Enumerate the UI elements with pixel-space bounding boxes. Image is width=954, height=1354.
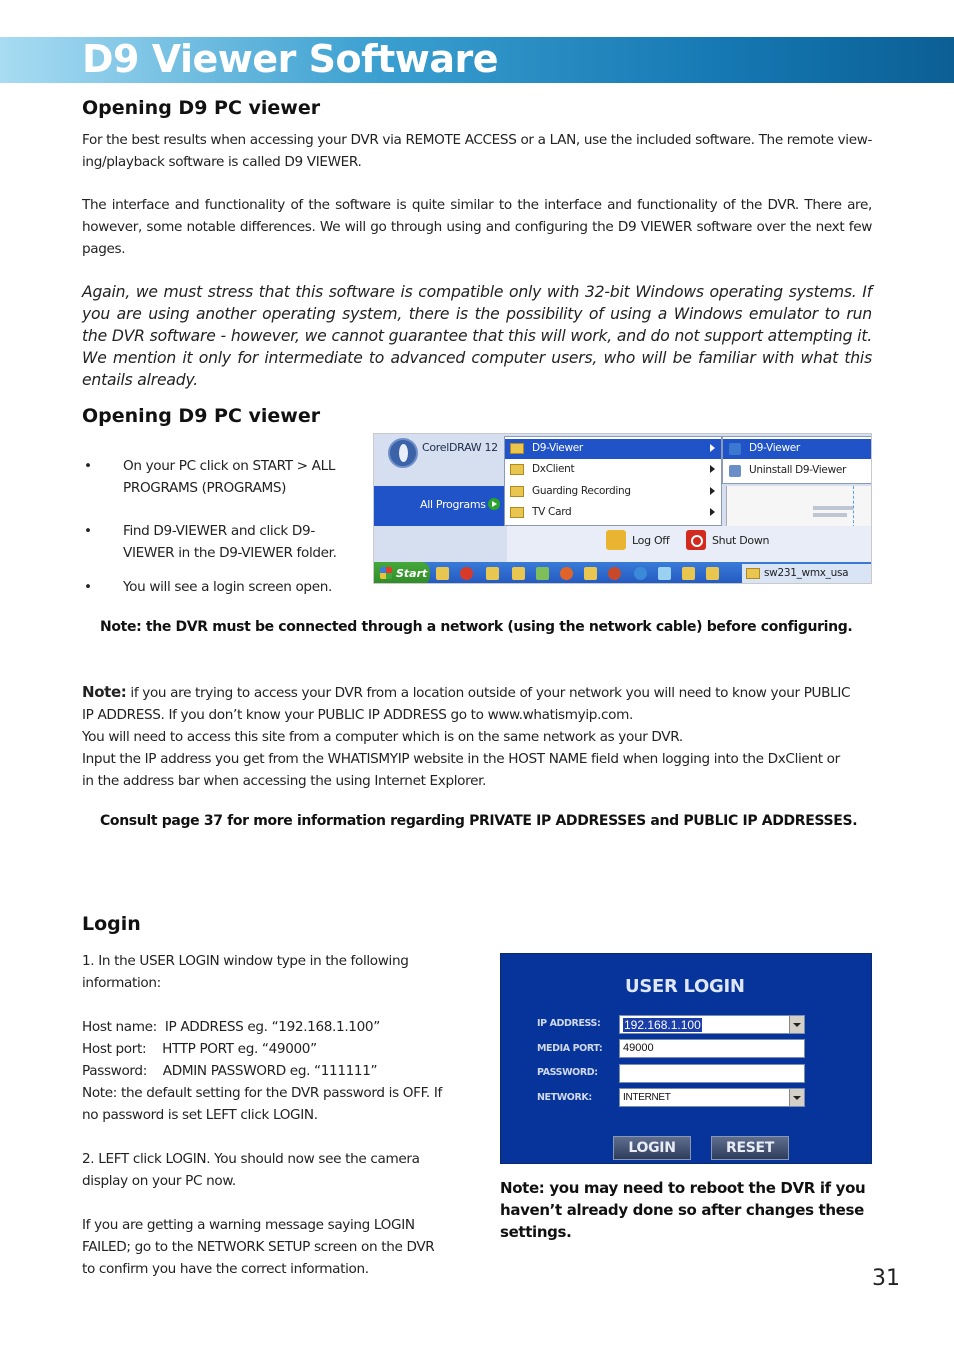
submenu-item-d9-viewer-app[interactable] xyxy=(723,439,872,459)
section-heading-opening-2: Opening D9 PC viewer xyxy=(82,405,321,427)
ip-address-field[interactable] xyxy=(619,1015,805,1034)
media-port-value: 49000 xyxy=(623,1042,654,1054)
chevron-right-icon xyxy=(710,508,715,516)
intro-paragraph xyxy=(82,129,882,173)
start-menu-screenshot xyxy=(373,433,872,584)
note-label: Note: xyxy=(82,683,127,701)
folder-icon xyxy=(510,443,524,454)
bullet-dot: • xyxy=(84,523,92,539)
folder-icon xyxy=(510,507,524,518)
submenu-item-d9-viewer[interactable] xyxy=(505,439,721,459)
programs-submenu xyxy=(504,436,722,526)
note-line-3: You will need to access this site from a computer which is on the same network as your DVR. xyxy=(82,729,683,745)
start-label: Start xyxy=(396,567,428,580)
warning-line-1: If you are getting a warning message saying LOGIN xyxy=(82,1217,415,1233)
page-number: 31 xyxy=(872,1266,900,1291)
start-button[interactable] xyxy=(374,562,430,584)
page-title: D9 Viewer Software xyxy=(82,37,499,81)
section-heading-opening: Opening D9 PC viewer xyxy=(82,97,321,119)
network-select[interactable] xyxy=(619,1088,805,1107)
doc-text-line xyxy=(813,513,847,517)
folder-icon xyxy=(510,486,524,497)
d9-viewer-app-icon xyxy=(729,443,741,455)
public-ip-note xyxy=(82,681,882,792)
all-programs-label: All Programs xyxy=(420,498,486,511)
bullet-text: Find D9-VIEWER and click D9-VIEWER in the D9-VIEWER folder. xyxy=(123,523,337,561)
user-login-screenshot xyxy=(500,953,872,1164)
folder-icon[interactable] xyxy=(512,567,525,580)
browser-icon[interactable] xyxy=(560,567,573,580)
ip-address-value: 192.168.1.100 xyxy=(624,1018,701,1032)
submenu-item-label: D9-Viewer xyxy=(532,442,583,454)
note-line-2: IP ADDRESS. If you don’t know your PUBLIC IP ADDRESS go to www.whatismyip.com. xyxy=(82,707,633,723)
app-icon[interactable] xyxy=(536,567,549,580)
submenu-item-uninstall[interactable] xyxy=(723,461,872,481)
bullet-dot: • xyxy=(84,579,92,595)
coreldraw-label: CorelDRAW 12 xyxy=(422,441,498,454)
app-icon[interactable] xyxy=(658,567,671,580)
submenu-item-label: TV Card xyxy=(532,506,572,518)
log-off-icon[interactable] xyxy=(606,530,626,550)
submenu-item-label: Guarding Recording xyxy=(532,485,631,497)
ip-address-label: IP ADDRESS: xyxy=(537,1018,601,1029)
folder-icon xyxy=(510,464,524,475)
internet-explorer-icon[interactable] xyxy=(634,567,647,580)
bullet-text: On your PC click on START > ALL PROGRAMS (PROGRAMS) xyxy=(123,458,336,496)
network-note: Note: the DVR must be connected through a network (using the network cable) before configuring. xyxy=(100,619,853,635)
bullet-text: You will see a login screen open. xyxy=(123,579,332,595)
chevron-down-icon[interactable] xyxy=(789,1089,804,1106)
network-value: INTERNET xyxy=(623,1092,671,1103)
login-instructions xyxy=(82,950,482,1280)
step2-line-2: display on your PC now. xyxy=(82,1173,236,1189)
warning-line-3: to confirm you have the correct information. xyxy=(82,1261,369,1277)
submenu-item-label: Uninstall D9-Viewer xyxy=(749,464,847,476)
chevron-right-icon xyxy=(710,487,715,495)
d9-viewer-submenu xyxy=(722,436,872,484)
section-heading-login: Login xyxy=(82,913,141,935)
chevron-right-icon xyxy=(710,465,715,473)
folder-icon[interactable] xyxy=(706,567,719,580)
mail-icon[interactable] xyxy=(486,567,499,580)
login-button[interactable]: LOGIN xyxy=(613,1136,691,1160)
taskbar-window-button[interactable] xyxy=(742,564,872,583)
step1-line-1: 1. In the USER LOGIN window type in the following xyxy=(82,953,409,969)
reboot-note-line-2: haven’t already done so after changes these xyxy=(500,1201,864,1219)
user-login-title: USER LOGIN xyxy=(625,976,745,997)
doc-text-line xyxy=(813,506,853,510)
media-icon[interactable] xyxy=(608,567,621,580)
reboot-note-line-1: Note: you may need to reboot the DVR if you xyxy=(500,1179,866,1197)
network-label: NETWORK: xyxy=(537,1092,592,1103)
host-port-line: Host port: HTTP PORT eg. “49000” xyxy=(82,1041,317,1057)
shut-down-label[interactable]: Shut Down xyxy=(712,534,770,547)
intro-line-2: ing/playback software is called D9 VIEWER. xyxy=(82,154,362,170)
default-note-line-1: Note: the default setting for the DVR password is OFF. If xyxy=(82,1085,442,1101)
note-line-5: in the address bar when accessing the using Internet Explorer. xyxy=(82,773,487,789)
submenu-item-tv-card[interactable] xyxy=(505,503,721,523)
media-port-field[interactable] xyxy=(619,1039,805,1058)
reset-button[interactable]: RESET xyxy=(711,1136,789,1160)
submenu-item-guarding-recording[interactable] xyxy=(505,482,721,502)
uninstall-icon xyxy=(729,465,741,477)
note-line-1: if you are trying to access your DVR from a location outside of your network you will need to know your PUBLIC xyxy=(126,685,851,701)
stop-icon[interactable] xyxy=(460,567,473,580)
power-icon[interactable] xyxy=(686,530,706,550)
windows-flag-icon xyxy=(380,567,392,579)
interface-paragraph: The interface and functionality of the software is quite similar to the interface and functionality of the DVR. There are, however, some notable differences. We will go through using and configuring the D9 VIEWER software over the next few pages. xyxy=(82,197,872,257)
submenu-item-label: D9-Viewer xyxy=(749,442,800,454)
password-line: Password: ADMIN PASSWORD eg. “111111” xyxy=(82,1063,378,1079)
step1-line-2: information: xyxy=(82,975,161,991)
chevron-down-icon[interactable] xyxy=(789,1016,804,1033)
submenu-item-dxclient[interactable] xyxy=(505,460,721,480)
host-name-line: Host name: IP ADDRESS eg. “192.168.1.100” xyxy=(82,1019,380,1035)
coreldraw-icon xyxy=(388,438,418,468)
bullet-dot: • xyxy=(84,458,92,474)
media-port-label: MEDIA PORT: xyxy=(537,1043,603,1054)
chevron-right-icon xyxy=(710,444,715,452)
folder-icon[interactable] xyxy=(436,567,449,580)
reboot-note xyxy=(500,1177,865,1243)
step2-line-1: 2. LEFT click LOGIN. You should now see the camera xyxy=(82,1151,420,1167)
default-note-line-2: no password is set LEFT click LOGIN. xyxy=(82,1107,318,1123)
password-label: PASSWORD: xyxy=(537,1067,598,1078)
consult-note: Consult page 37 for more information regarding PRIVATE IP ADDRESSES and PUBLIC IP ADDRESSES. xyxy=(100,813,858,829)
folder-icon xyxy=(746,568,760,579)
log-off-label[interactable]: Log Off xyxy=(632,534,670,547)
taskbar-window-label: sw231_wmx_usa xyxy=(764,567,849,579)
intro-line-1: For the best results when accessing your DVR via REMOTE ACCESS or a LAN, use the included software. The remote view- xyxy=(82,132,873,148)
folder-icon[interactable] xyxy=(682,567,695,580)
folder-icon[interactable] xyxy=(584,567,597,580)
reboot-note-line-3: settings. xyxy=(500,1223,572,1241)
arrow-right-icon xyxy=(488,498,500,510)
submenu-item-label: DxClient xyxy=(532,463,575,475)
warning-line-2: FAILED; go to the NETWORK SETUP screen on the DVR xyxy=(82,1239,435,1255)
password-field[interactable] xyxy=(619,1064,805,1083)
title-banner xyxy=(0,37,954,83)
note-line-4: Input the IP address you get from the WHATISMYIP website in the HOST NAME field when logging into the DxClient or xyxy=(82,751,840,767)
compatibility-paragraph: Again, we must stress that this software is compatible only with 32-bit Windows operating systems. If you are using another operating system, there is the possibility of using a Windows emulator to run the DVR software - however, we cannot guarantee that this will work, and do not support attempting it. We mention it only for intermediate to advanced computer users, who will be familiar with what this entails already. xyxy=(82,283,872,389)
